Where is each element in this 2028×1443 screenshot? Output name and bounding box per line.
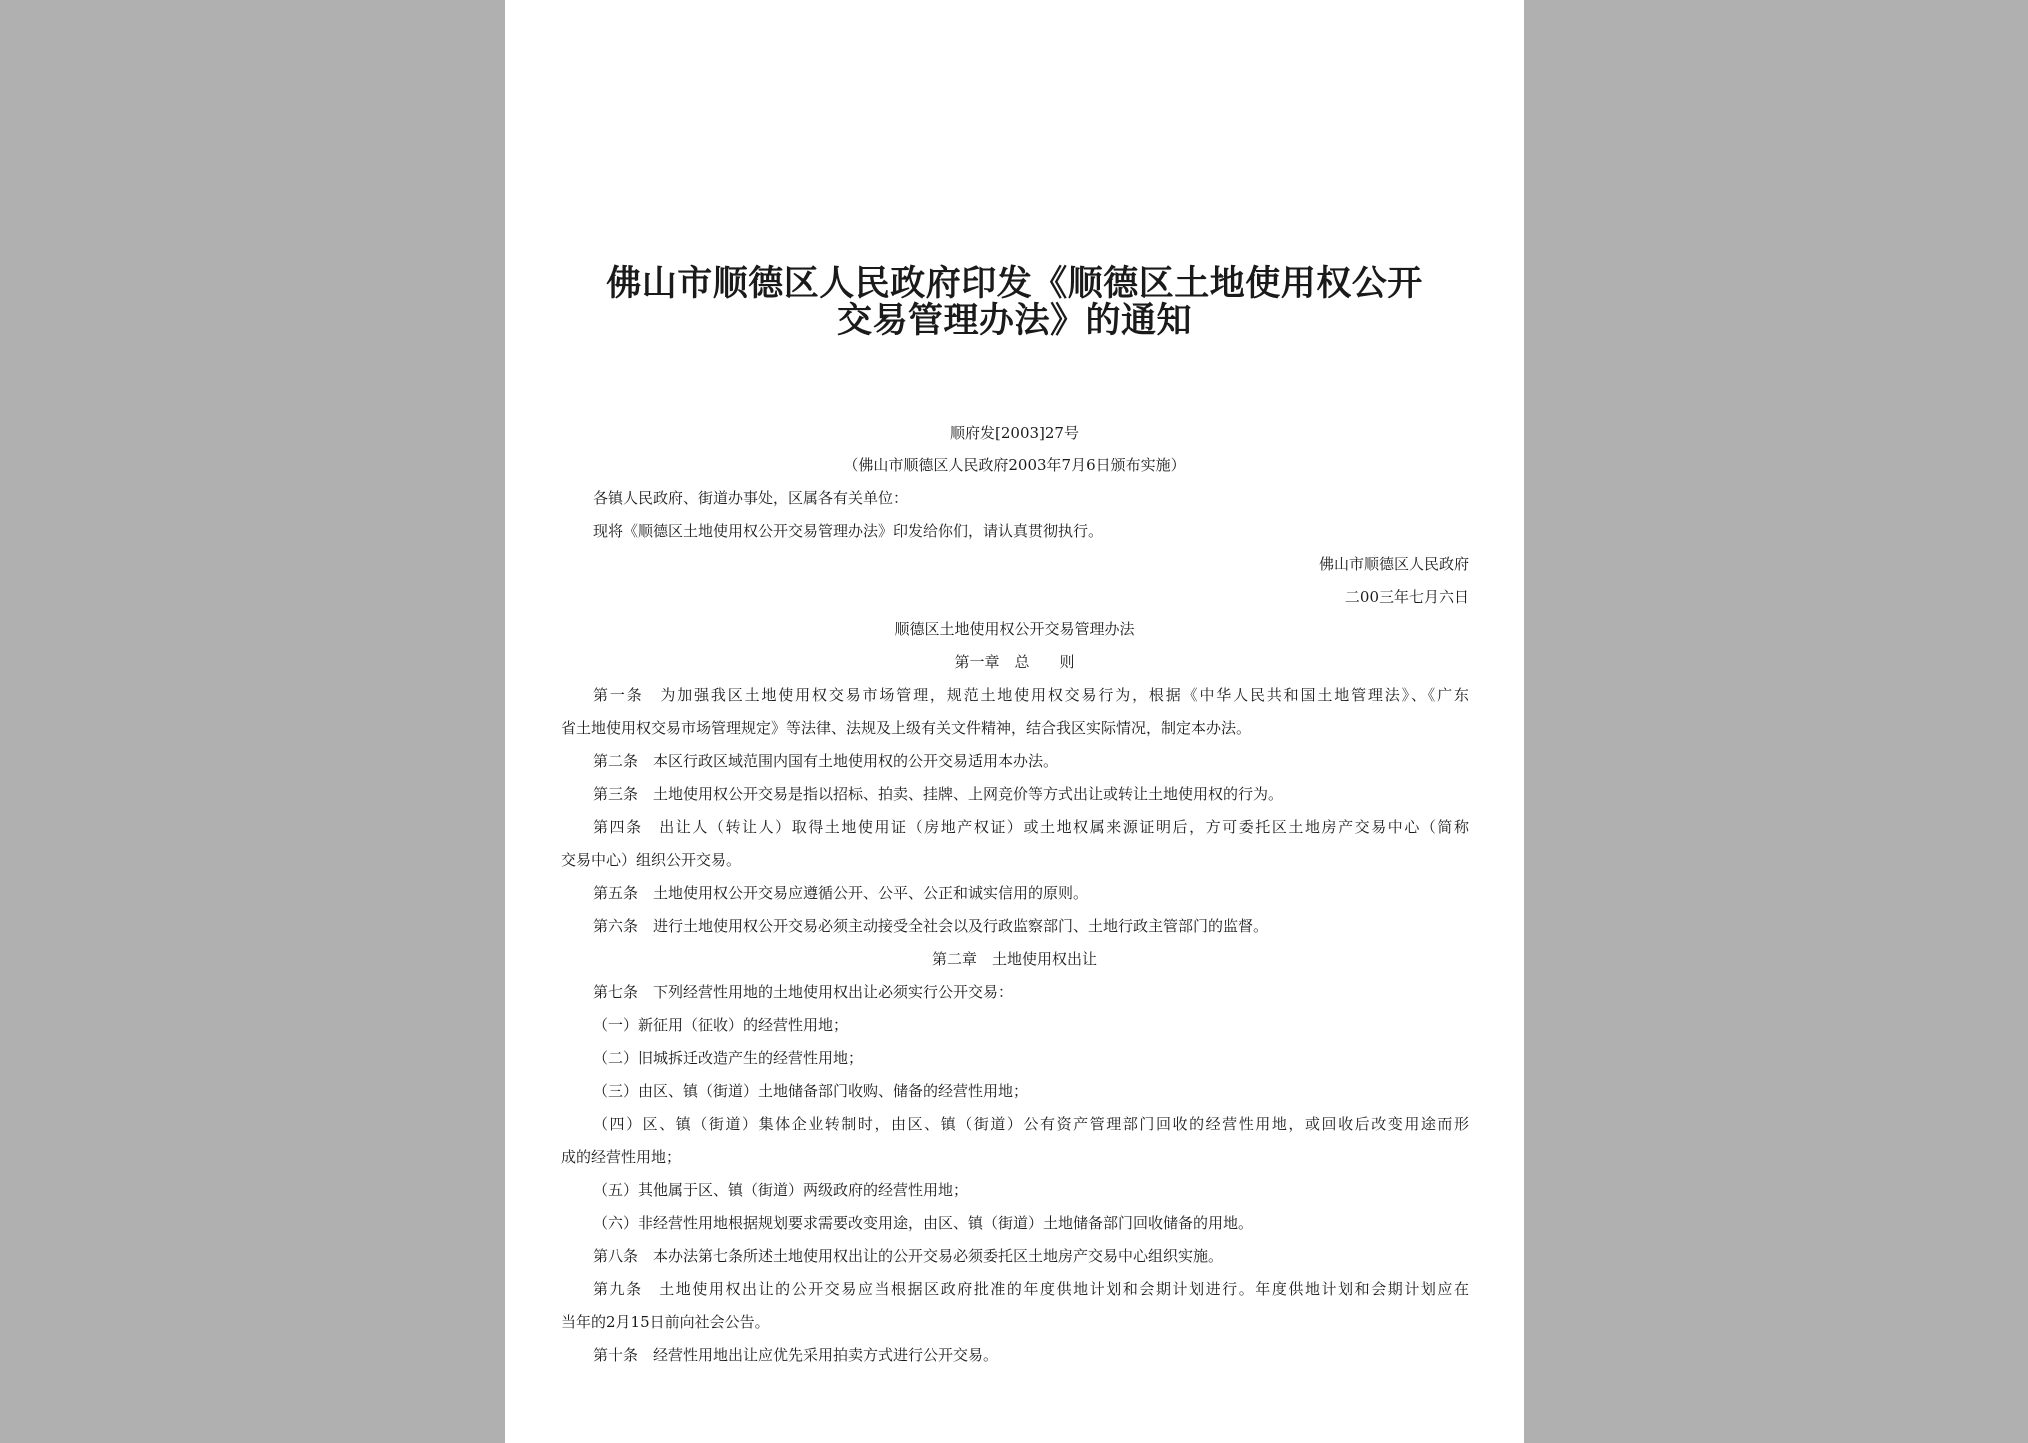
article-8: 第八条 本办法第七条所述土地使用权出让的公开交易必须委托区土地房产交易中心组织实施。 bbox=[593, 1247, 1224, 1265]
issue-note: （佛山市顺德区人民政府2003年7月6日颁布实施） bbox=[843, 456, 1186, 474]
article-6: 第六条 进行土地使用权公开交易必须主动接受全社会以及行政监察部门、土地行政主管部门的监督。 bbox=[593, 917, 1269, 935]
article-3: 第三条 土地使用权公开交易是指以招标、拍卖、挂牌、上网竞价等方式出让或转让土地使用权的行为。 bbox=[593, 785, 1284, 803]
measures-title: 顺德区土地使用权公开交易管理办法 bbox=[894, 620, 1135, 638]
article-4-line-2: 交易中心）组织公开交易。 bbox=[561, 851, 742, 869]
article-7-item-5: （五）其他属于区、镇（街道）两级政府的经营性用地； bbox=[593, 1181, 969, 1199]
chapter-1-heading: 第一章 总 则 bbox=[954, 653, 1075, 671]
article-7: 第七条 下列经营性用地的土地使用权出让必须实行公开交易： bbox=[593, 983, 1014, 1001]
addressee: 各镇人民政府、街道办事处，区属各有关单位： bbox=[593, 489, 909, 507]
intro-paragraph: 现将《顺德区土地使用权公开交易管理办法》印发给你们，请认真贯彻执行。 bbox=[593, 522, 1104, 540]
article-7-item-4-line-2: 成的经营性用地； bbox=[561, 1148, 682, 1166]
article-1-line-2: 省土地使用权交易市场管理规定》等法律、法规及上级有关文件精神，结合我区实际情况，制定本办法。 bbox=[561, 719, 1252, 737]
article-10: 第十条 经营性用地出让应优先采用拍卖方式进行公开交易。 bbox=[593, 1346, 999, 1364]
signature: 佛山市顺德区人民政府 bbox=[1318, 555, 1469, 573]
article-9-line-1: 第九条 土地使用权出让的公开交易应当根据区政府批准的年度供地计划和会期计划进行。年度供地计划和会期计划应在 bbox=[593, 1280, 1469, 1298]
article-5: 第五条 土地使用权公开交易应遵循公开、公平、公正和诚实信用的原则。 bbox=[593, 884, 1089, 902]
chapter-2-heading: 第二章 土地使用权出让 bbox=[931, 950, 1097, 968]
article-4-line-1: 第四条 出让人（转让人）取得土地使用证（房地产权证）或土地权属来源证明后，方可委托区土地房产交易中心（简称 bbox=[593, 818, 1469, 836]
article-1-line-1: 第一条 为加强我区土地使用权交易市场管理，规范土地使用权交易行为，根据《中华人民共和国土地管理法》、《广东 bbox=[593, 686, 1469, 704]
article-7-item-1: （一）新征用（征收）的经营性用地； bbox=[593, 1016, 849, 1034]
document-title-line-2: 交易管理办法》的通知 bbox=[836, 300, 1192, 341]
document-title-line-1: 佛山市顺德区人民政府印发《顺德区土地使用权公开 bbox=[606, 263, 1423, 304]
signature-date: 二00三年七月六日 bbox=[1344, 588, 1469, 606]
article-7-item-2: （二）旧城拆迁改造产生的经营性用地； bbox=[593, 1049, 864, 1067]
article-7-item-4-line-1: （四）区、镇（街道）集体企业转制时，由区、镇（街道）公有资产管理部门回收的经营性用地，或回收后改变用途而形 bbox=[593, 1115, 1469, 1133]
article-7-item-6: （六）非经营性用地根据规划要求需要改变用途，由区、镇（街道）土地储备部门回收储备的用地。 bbox=[593, 1214, 1254, 1232]
article-2: 第二条 本区行政区域范围内国有土地使用权的公开交易适用本办法。 bbox=[593, 752, 1059, 770]
document-number: 顺府发[2003]27号 bbox=[950, 424, 1079, 442]
article-7-item-3: （三）由区、镇（街道）土地储备部门收购、储备的经营性用地； bbox=[593, 1082, 1029, 1100]
document-page bbox=[505, 0, 1524, 1443]
article-9-line-2: 当年的2月15日前向社会公告。 bbox=[561, 1313, 770, 1331]
